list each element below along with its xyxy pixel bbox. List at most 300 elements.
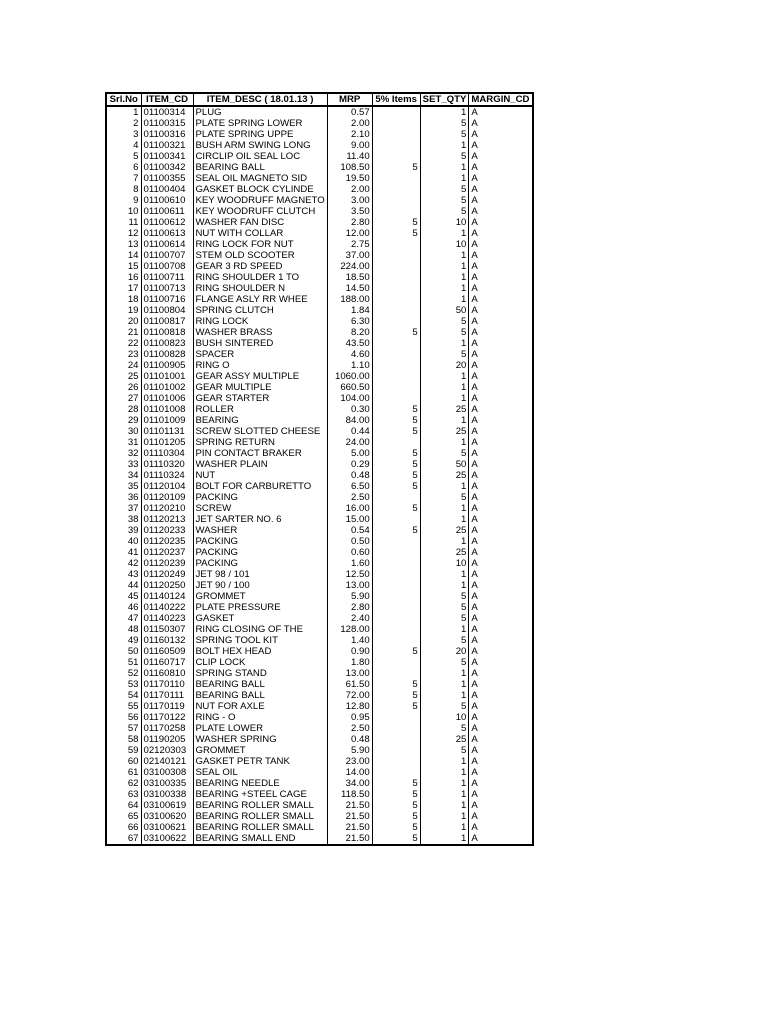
cell-margin-cd: A <box>469 239 533 250</box>
cell-mrp: 14.50 <box>327 283 372 294</box>
cell-margin-cd: A <box>469 811 533 822</box>
cell-margin-cd: A <box>469 173 533 184</box>
cell-item-cd: 01100711 <box>141 272 193 283</box>
cell-srl-no: 44 <box>106 580 141 591</box>
cell-mrp: 2.80 <box>327 602 372 613</box>
table-row <box>106 106 533 118</box>
cell-margin-cd: A <box>469 800 533 811</box>
cell-mrp: 24.00 <box>327 437 372 448</box>
cell-set-qty: 5 <box>420 118 469 129</box>
table-row <box>106 778 533 789</box>
cell-srl-no: 20 <box>106 316 141 327</box>
cell-set-qty: 1 <box>420 140 469 151</box>
cell-margin-cd: A <box>469 558 533 569</box>
cell-set-qty: 1 <box>420 811 469 822</box>
cell-item-desc: PLUG <box>193 106 327 118</box>
cell-srl-no: 42 <box>106 558 141 569</box>
cell-set-qty: 1 <box>420 382 469 393</box>
table-row <box>106 756 533 767</box>
cell-5pct-items <box>372 305 420 316</box>
cell-5pct-items <box>372 371 420 382</box>
cell-item-desc: SPACER <box>193 349 327 360</box>
cell-mrp: 0.48 <box>327 734 372 745</box>
cell-srl-no: 16 <box>106 272 141 283</box>
cell-srl-no: 15 <box>106 261 141 272</box>
table-row <box>106 690 533 701</box>
cell-item-cd: 01170122 <box>141 712 193 723</box>
cell-item-desc: SEAL OIL MAGNETO SID <box>193 173 327 184</box>
cell-srl-no: 6 <box>106 162 141 173</box>
cell-srl-no: 19 <box>106 305 141 316</box>
cell-item-desc: WASHER <box>193 525 327 536</box>
cell-mrp: 13.00 <box>327 580 372 591</box>
cell-item-cd: 01100315 <box>141 118 193 129</box>
cell-5pct-items <box>372 118 420 129</box>
cell-set-qty: 1 <box>420 106 469 118</box>
table-row <box>106 448 533 459</box>
table-row <box>106 525 533 536</box>
cell-srl-no: 53 <box>106 679 141 690</box>
cell-mrp: 1060.00 <box>327 371 372 382</box>
table-row <box>106 371 533 382</box>
cell-item-cd: 03100335 <box>141 778 193 789</box>
cell-set-qty: 1 <box>420 624 469 635</box>
cell-item-desc: SCREW <box>193 503 327 514</box>
cell-srl-no: 63 <box>106 789 141 800</box>
cell-item-desc: PLATE LOWER <box>193 723 327 734</box>
table-row <box>106 492 533 503</box>
cell-set-qty: 1 <box>420 503 469 514</box>
cell-item-desc: GASKET PETR TANK <box>193 756 327 767</box>
table-row <box>106 338 533 349</box>
cell-item-cd: 01100404 <box>141 184 193 195</box>
cell-mrp: 13.00 <box>327 668 372 679</box>
cell-item-desc: GROMMET <box>193 591 327 602</box>
cell-set-qty: 1 <box>420 415 469 426</box>
cell-mrp: 34.00 <box>327 778 372 789</box>
cell-margin-cd: A <box>469 547 533 558</box>
cell-mrp: 61.50 <box>327 679 372 690</box>
cell-margin-cd: A <box>469 503 533 514</box>
cell-mrp: 1.60 <box>327 558 372 569</box>
cell-item-cd: 01101001 <box>141 371 193 382</box>
cell-srl-no: 46 <box>106 602 141 613</box>
cell-margin-cd: A <box>469 635 533 646</box>
table-row <box>106 701 533 712</box>
cell-margin-cd: A <box>469 833 533 845</box>
cell-set-qty: 5 <box>420 591 469 602</box>
cell-item-desc: BEARING BALL <box>193 690 327 701</box>
cell-item-desc: PLATE SPRING LOWER <box>193 118 327 129</box>
header-item-desc: ITEM_DESC ( 18.01.13 ) <box>193 93 327 106</box>
cell-5pct-items: 5 <box>372 217 420 228</box>
cell-margin-cd: A <box>469 106 533 118</box>
cell-set-qty: 5 <box>420 195 469 206</box>
cell-item-cd: 01100707 <box>141 250 193 261</box>
cell-item-desc: JET 98 / 101 <box>193 569 327 580</box>
cell-set-qty: 1 <box>420 778 469 789</box>
cell-srl-no: 64 <box>106 800 141 811</box>
table-row <box>106 613 533 624</box>
cell-5pct-items <box>372 184 420 195</box>
cell-mrp: 108.50 <box>327 162 372 173</box>
cell-mrp: 37.00 <box>327 250 372 261</box>
cell-margin-cd: A <box>469 393 533 404</box>
cell-set-qty: 5 <box>420 129 469 140</box>
cell-mrp: 2.80 <box>327 217 372 228</box>
cell-5pct-items: 5 <box>372 778 420 789</box>
cell-srl-no: 5 <box>106 151 141 162</box>
cell-srl-no: 45 <box>106 591 141 602</box>
cell-item-cd: 01100355 <box>141 173 193 184</box>
cell-5pct-items: 5 <box>372 789 420 800</box>
cell-srl-no: 43 <box>106 569 141 580</box>
cell-set-qty: 1 <box>420 437 469 448</box>
cell-set-qty: 5 <box>420 316 469 327</box>
cell-mrp: 0.29 <box>327 459 372 470</box>
cell-margin-cd: A <box>469 294 533 305</box>
table-row <box>106 393 533 404</box>
cell-item-desc: RING - O <box>193 712 327 723</box>
cell-srl-no: 34 <box>106 470 141 481</box>
cell-item-cd: 01110324 <box>141 470 193 481</box>
cell-item-desc: JET 90 / 100 <box>193 580 327 591</box>
cell-mrp: 1.84 <box>327 305 372 316</box>
cell-mrp: 104.00 <box>327 393 372 404</box>
cell-item-desc: KEY WOODRUFF MAGNETO <box>193 195 327 206</box>
cell-item-cd: 01160717 <box>141 657 193 668</box>
cell-srl-no: 55 <box>106 701 141 712</box>
table-row <box>106 140 533 151</box>
table-row <box>106 789 533 800</box>
table-row <box>106 206 533 217</box>
cell-set-qty: 1 <box>420 690 469 701</box>
cell-mrp: 1.40 <box>327 635 372 646</box>
cell-margin-cd: A <box>469 250 533 261</box>
cell-item-desc: PLATE SPRING UPPE <box>193 129 327 140</box>
table-row <box>106 415 533 426</box>
cell-set-qty: 5 <box>420 613 469 624</box>
cell-mrp: 0.57 <box>327 106 372 118</box>
cell-item-desc: BEARING BALL <box>193 162 327 173</box>
cell-margin-cd: A <box>469 492 533 503</box>
cell-item-cd: 01100828 <box>141 349 193 360</box>
cell-item-desc: NUT WITH COLLAR <box>193 228 327 239</box>
cell-srl-no: 58 <box>106 734 141 745</box>
cell-margin-cd: A <box>469 756 533 767</box>
cell-item-cd: 01100316 <box>141 129 193 140</box>
cell-set-qty: 1 <box>420 536 469 547</box>
cell-5pct-items <box>372 294 420 305</box>
cell-set-qty: 10 <box>420 239 469 250</box>
cell-srl-no: 41 <box>106 547 141 558</box>
cell-srl-no: 37 <box>106 503 141 514</box>
table-row <box>106 723 533 734</box>
cell-5pct-items: 5 <box>372 503 420 514</box>
table-row <box>106 162 533 173</box>
cell-set-qty: 25 <box>420 404 469 415</box>
cell-item-cd: 02120303 <box>141 745 193 756</box>
cell-margin-cd: A <box>469 822 533 833</box>
table-row <box>106 646 533 657</box>
cell-srl-no: 24 <box>106 360 141 371</box>
cell-set-qty: 1 <box>420 767 469 778</box>
cell-item-cd: 01100905 <box>141 360 193 371</box>
cell-item-desc: SEAL OIL <box>193 767 327 778</box>
cell-item-cd: 03100621 <box>141 822 193 833</box>
cell-margin-cd: A <box>469 745 533 756</box>
cell-item-cd: 01120213 <box>141 514 193 525</box>
cell-set-qty: 1 <box>420 822 469 833</box>
cell-item-desc: NUT FOR AXLE <box>193 701 327 712</box>
cell-5pct-items <box>372 602 420 613</box>
cell-5pct-items <box>372 712 420 723</box>
table-row <box>106 635 533 646</box>
cell-item-desc: PACKING <box>193 536 327 547</box>
table-row <box>106 283 533 294</box>
cell-5pct-items: 5 <box>372 833 420 845</box>
cell-mrp: 84.00 <box>327 415 372 426</box>
cell-set-qty: 1 <box>420 228 469 239</box>
cell-margin-cd: A <box>469 283 533 294</box>
cell-mrp: 128.00 <box>327 624 372 635</box>
table-row <box>106 624 533 635</box>
cell-set-qty: 20 <box>420 360 469 371</box>
cell-srl-no: 12 <box>106 228 141 239</box>
cell-item-cd: 01101131 <box>141 426 193 437</box>
cell-mrp: 16.00 <box>327 503 372 514</box>
cell-set-qty: 1 <box>420 338 469 349</box>
cell-set-qty: 5 <box>420 701 469 712</box>
cell-margin-cd: A <box>469 613 533 624</box>
cell-5pct-items: 5 <box>372 481 420 492</box>
cell-item-desc: BEARING ROLLER SMALL <box>193 811 327 822</box>
cell-set-qty: 5 <box>420 745 469 756</box>
cell-item-cd: 03100619 <box>141 800 193 811</box>
cell-mrp: 0.54 <box>327 525 372 536</box>
cell-item-desc: BEARING ROLLER SMALL <box>193 800 327 811</box>
cell-5pct-items <box>372 569 420 580</box>
cell-margin-cd: A <box>469 591 533 602</box>
cell-srl-no: 49 <box>106 635 141 646</box>
cell-5pct-items <box>372 106 420 118</box>
cell-set-qty: 25 <box>420 470 469 481</box>
table-row <box>106 470 533 481</box>
cell-srl-no: 8 <box>106 184 141 195</box>
cell-item-cd: 01140124 <box>141 591 193 602</box>
cell-item-cd: 01100342 <box>141 162 193 173</box>
cell-srl-no: 38 <box>106 514 141 525</box>
cell-srl-no: 54 <box>106 690 141 701</box>
table-row <box>106 580 533 591</box>
cell-5pct-items <box>372 756 420 767</box>
cell-item-cd: 01101009 <box>141 415 193 426</box>
cell-5pct-items: 5 <box>372 701 420 712</box>
cell-5pct-items: 5 <box>372 415 420 426</box>
cell-item-cd: 01140222 <box>141 602 193 613</box>
cell-item-desc: KEY WOODRUFF CLUTCH <box>193 206 327 217</box>
table-row <box>106 250 533 261</box>
cell-mrp: 9.00 <box>327 140 372 151</box>
cell-srl-no: 7 <box>106 173 141 184</box>
cell-item-desc: WASHER FAN DISC <box>193 217 327 228</box>
cell-item-cd: 01140223 <box>141 613 193 624</box>
cell-srl-no: 2 <box>106 118 141 129</box>
cell-set-qty: 5 <box>420 184 469 195</box>
cell-set-qty: 1 <box>420 481 469 492</box>
cell-item-cd: 01170110 <box>141 679 193 690</box>
table-row <box>106 547 533 558</box>
cell-margin-cd: A <box>469 129 533 140</box>
cell-srl-no: 47 <box>106 613 141 624</box>
cell-mrp: 23.00 <box>327 756 372 767</box>
cell-srl-no: 32 <box>106 448 141 459</box>
cell-margin-cd: A <box>469 272 533 283</box>
cell-mrp: 0.90 <box>327 646 372 657</box>
header-margin-cd: MARGIN_CD <box>469 93 533 106</box>
cell-item-desc: WASHER PLAIN <box>193 459 327 470</box>
cell-margin-cd: A <box>469 481 533 492</box>
cell-srl-no: 10 <box>106 206 141 217</box>
cell-item-cd: 01120249 <box>141 569 193 580</box>
table-row <box>106 514 533 525</box>
table-row <box>106 316 533 327</box>
cell-margin-cd: A <box>469 382 533 393</box>
cell-item-desc: SPRING STAND <box>193 668 327 679</box>
table-row <box>106 173 533 184</box>
cell-mrp: 660.50 <box>327 382 372 393</box>
cell-5pct-items <box>372 492 420 503</box>
cell-margin-cd: A <box>469 789 533 800</box>
table-row <box>106 195 533 206</box>
cell-set-qty: 50 <box>420 459 469 470</box>
cell-margin-cd: A <box>469 723 533 734</box>
cell-margin-cd: A <box>469 580 533 591</box>
cell-item-cd: 03100622 <box>141 833 193 845</box>
cell-item-cd: 01120104 <box>141 481 193 492</box>
cell-mrp: 2.10 <box>327 129 372 140</box>
cell-margin-cd: A <box>469 679 533 690</box>
cell-5pct-items: 5 <box>372 822 420 833</box>
cell-set-qty: 25 <box>420 734 469 745</box>
cell-set-qty: 5 <box>420 635 469 646</box>
cell-set-qty: 1 <box>420 833 469 845</box>
cell-mrp: 43.50 <box>327 338 372 349</box>
cell-margin-cd: A <box>469 404 533 415</box>
cell-item-cd: 01120233 <box>141 525 193 536</box>
cell-5pct-items <box>372 558 420 569</box>
cell-margin-cd: A <box>469 184 533 195</box>
cell-margin-cd: A <box>469 338 533 349</box>
cell-margin-cd: A <box>469 459 533 470</box>
cell-item-desc: BEARING SMALL END <box>193 833 327 845</box>
cell-item-cd: 01100614 <box>141 239 193 250</box>
cell-item-desc: CLIP LOCK <box>193 657 327 668</box>
cell-srl-no: 3 <box>106 129 141 140</box>
cell-set-qty: 1 <box>420 261 469 272</box>
cell-item-cd: 01120237 <box>141 547 193 558</box>
cell-set-qty: 5 <box>420 448 469 459</box>
cell-5pct-items <box>372 338 420 349</box>
cell-srl-no: 22 <box>106 338 141 349</box>
cell-margin-cd: A <box>469 668 533 679</box>
cell-5pct-items <box>372 657 420 668</box>
cell-mrp: 14.00 <box>327 767 372 778</box>
cell-margin-cd: A <box>469 657 533 668</box>
cell-margin-cd: A <box>469 569 533 580</box>
cell-set-qty: 50 <box>420 305 469 316</box>
cell-5pct-items <box>372 635 420 646</box>
cell-item-desc: RING LOCK <box>193 316 327 327</box>
cell-5pct-items <box>372 250 420 261</box>
cell-margin-cd: A <box>469 778 533 789</box>
cell-mrp: 0.48 <box>327 470 372 481</box>
cell-mrp: 118.50 <box>327 789 372 800</box>
cell-set-qty: 20 <box>420 646 469 657</box>
cell-srl-no: 59 <box>106 745 141 756</box>
cell-mrp: 72.00 <box>327 690 372 701</box>
table-row <box>106 294 533 305</box>
table-row <box>106 382 533 393</box>
cell-mrp: 2.00 <box>327 118 372 129</box>
cell-item-desc: GROMMET <box>193 745 327 756</box>
cell-5pct-items <box>372 668 420 679</box>
cell-srl-no: 62 <box>106 778 141 789</box>
cell-item-desc: BEARING +STEEL CAGE <box>193 789 327 800</box>
cell-srl-no: 11 <box>106 217 141 228</box>
cell-5pct-items <box>372 239 420 250</box>
table-row <box>106 184 533 195</box>
cell-item-cd: 01100804 <box>141 305 193 316</box>
cell-5pct-items <box>372 723 420 734</box>
table-row <box>106 459 533 470</box>
header-5pct-items: 5% Items <box>372 93 420 106</box>
cell-mrp: 5.90 <box>327 745 372 756</box>
table-row <box>106 767 533 778</box>
table-row <box>106 129 533 140</box>
header-set-qty: SET_QTY <box>420 93 469 106</box>
cell-margin-cd: A <box>469 525 533 536</box>
cell-item-desc: GEAR STARTER <box>193 393 327 404</box>
cell-item-desc: GASKET BLOCK CYLINDE <box>193 184 327 195</box>
cell-item-desc: GEAR MULTIPLE <box>193 382 327 393</box>
cell-margin-cd: A <box>469 151 533 162</box>
cell-item-cd: 01101002 <box>141 382 193 393</box>
cell-item-cd: 01100823 <box>141 338 193 349</box>
cell-5pct-items <box>372 547 420 558</box>
cell-item-cd: 01150307 <box>141 624 193 635</box>
header-row <box>106 93 533 106</box>
cell-5pct-items <box>372 283 420 294</box>
table-row <box>106 591 533 602</box>
cell-item-cd: 01160132 <box>141 635 193 646</box>
cell-item-cd: 01100817 <box>141 316 193 327</box>
cell-item-desc: WASHER BRASS <box>193 327 327 338</box>
cell-margin-cd: A <box>469 712 533 723</box>
cell-set-qty: 1 <box>420 514 469 525</box>
cell-margin-cd: A <box>469 602 533 613</box>
cell-margin-cd: A <box>469 426 533 437</box>
cell-srl-no: 21 <box>106 327 141 338</box>
cell-item-cd: 01100321 <box>141 140 193 151</box>
cell-mrp: 188.00 <box>327 294 372 305</box>
cell-item-cd: 01120235 <box>141 536 193 547</box>
cell-item-cd: 01100818 <box>141 327 193 338</box>
cell-set-qty: 5 <box>420 723 469 734</box>
cell-item-desc: BEARING <box>193 415 327 426</box>
cell-item-cd: 01101205 <box>141 437 193 448</box>
cell-item-cd: 01100612 <box>141 217 193 228</box>
